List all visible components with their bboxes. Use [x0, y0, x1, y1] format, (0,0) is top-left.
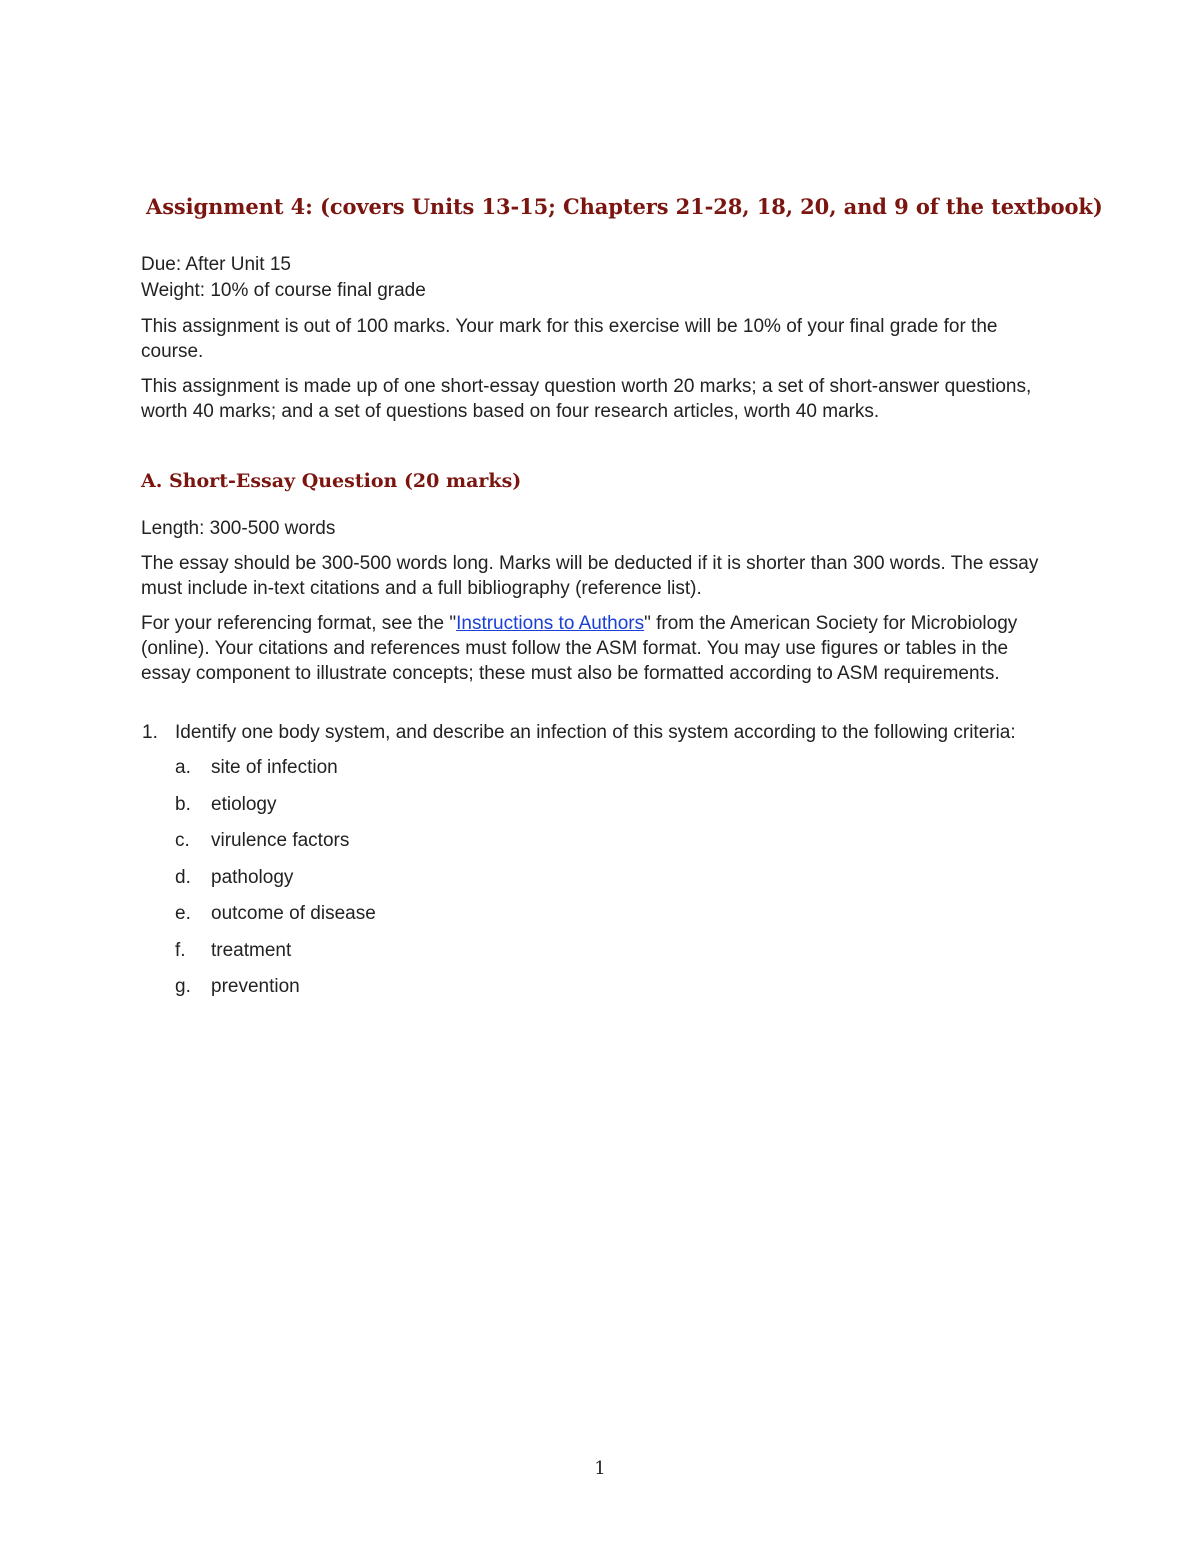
- assignment-meta: [141, 252, 1061, 304]
- weight-line: Weight: 10% of course final grade: [141, 280, 426, 301]
- criteria-text: etiology: [211, 793, 277, 815]
- criteria-letter: g.: [175, 976, 191, 997]
- question-item: [141, 720, 1061, 999]
- document-content: [141, 190, 1103, 1011]
- criteria-letter: c.: [175, 830, 190, 851]
- essay-requirements-paragraph: The essay should be 300-500 words long. Marks will be deducted if it is shorter than 300 words. The essay must include in-text citations and a full bibliography (reference list).: [141, 553, 1039, 599]
- assignment-title: Assignment 4: (covers Units 13-15; Chapters 21-28, 18, 20, and 9 of the textbook): [146, 194, 1103, 219]
- referencing-text-before: For your referencing format, see the ": [141, 613, 457, 634]
- criteria-text: prevention: [211, 976, 300, 997]
- criteria-item: [175, 828, 1061, 853]
- criteria-letter: b.: [175, 793, 191, 815]
- page-number: 1: [594, 1458, 606, 1479]
- due-line: Due: After Unit 15: [141, 254, 291, 275]
- criteria-text: treatment: [211, 939, 292, 961]
- criteria-item: [175, 792, 1061, 817]
- criteria-letter: f.: [175, 939, 186, 961]
- question-number: 1.: [142, 722, 158, 743]
- criteria-item: [175, 755, 1061, 780]
- criteria-text: site of infection: [211, 757, 338, 778]
- criteria-text: outcome of disease: [211, 903, 376, 924]
- intro-paragraph-structure: This assignment is made up of one short-essay question worth 20 marks; a set of short-answer questions, worth 40 marks; and a set of questions based on four research articles, worth 40 marks.: [141, 376, 1032, 422]
- criteria-letter: a.: [175, 757, 191, 778]
- criteria-item: [175, 974, 1061, 999]
- referencing-paragraph: [141, 611, 1061, 686]
- question-list: [141, 720, 1061, 999]
- criteria-item: [175, 865, 1061, 890]
- criteria-text: virulence factors: [211, 830, 350, 851]
- question-text: Identify one body system, and describe an infection of this system according to the following criteria:: [175, 722, 1016, 743]
- criteria-letter: e.: [175, 903, 191, 924]
- criteria-list: [175, 755, 1061, 999]
- instructions-to-authors-link[interactable]: Instructions to Authors: [456, 613, 645, 634]
- criteria-letter: d.: [175, 866, 191, 888]
- criteria-text: pathology: [211, 866, 294, 888]
- section-a-heading: A. Short-Essay Question (20 marks): [141, 470, 522, 492]
- criteria-item: [175, 938, 1061, 963]
- intro-paragraph-marks: This assignment is out of 100 marks. Your mark for this exercise will be 10% of your final grade for the course.: [141, 316, 998, 362]
- criteria-item: [175, 901, 1061, 926]
- referencing-text-after: " from the American Society for Microbiology (online). Your citations and references must follow the ASM format. You may use figures or tables in the essay component to illustrate concepts; these must also be formatted according to ASM requirements.: [141, 613, 1018, 684]
- length-requirement: Length: 300-500 words: [141, 518, 336, 539]
